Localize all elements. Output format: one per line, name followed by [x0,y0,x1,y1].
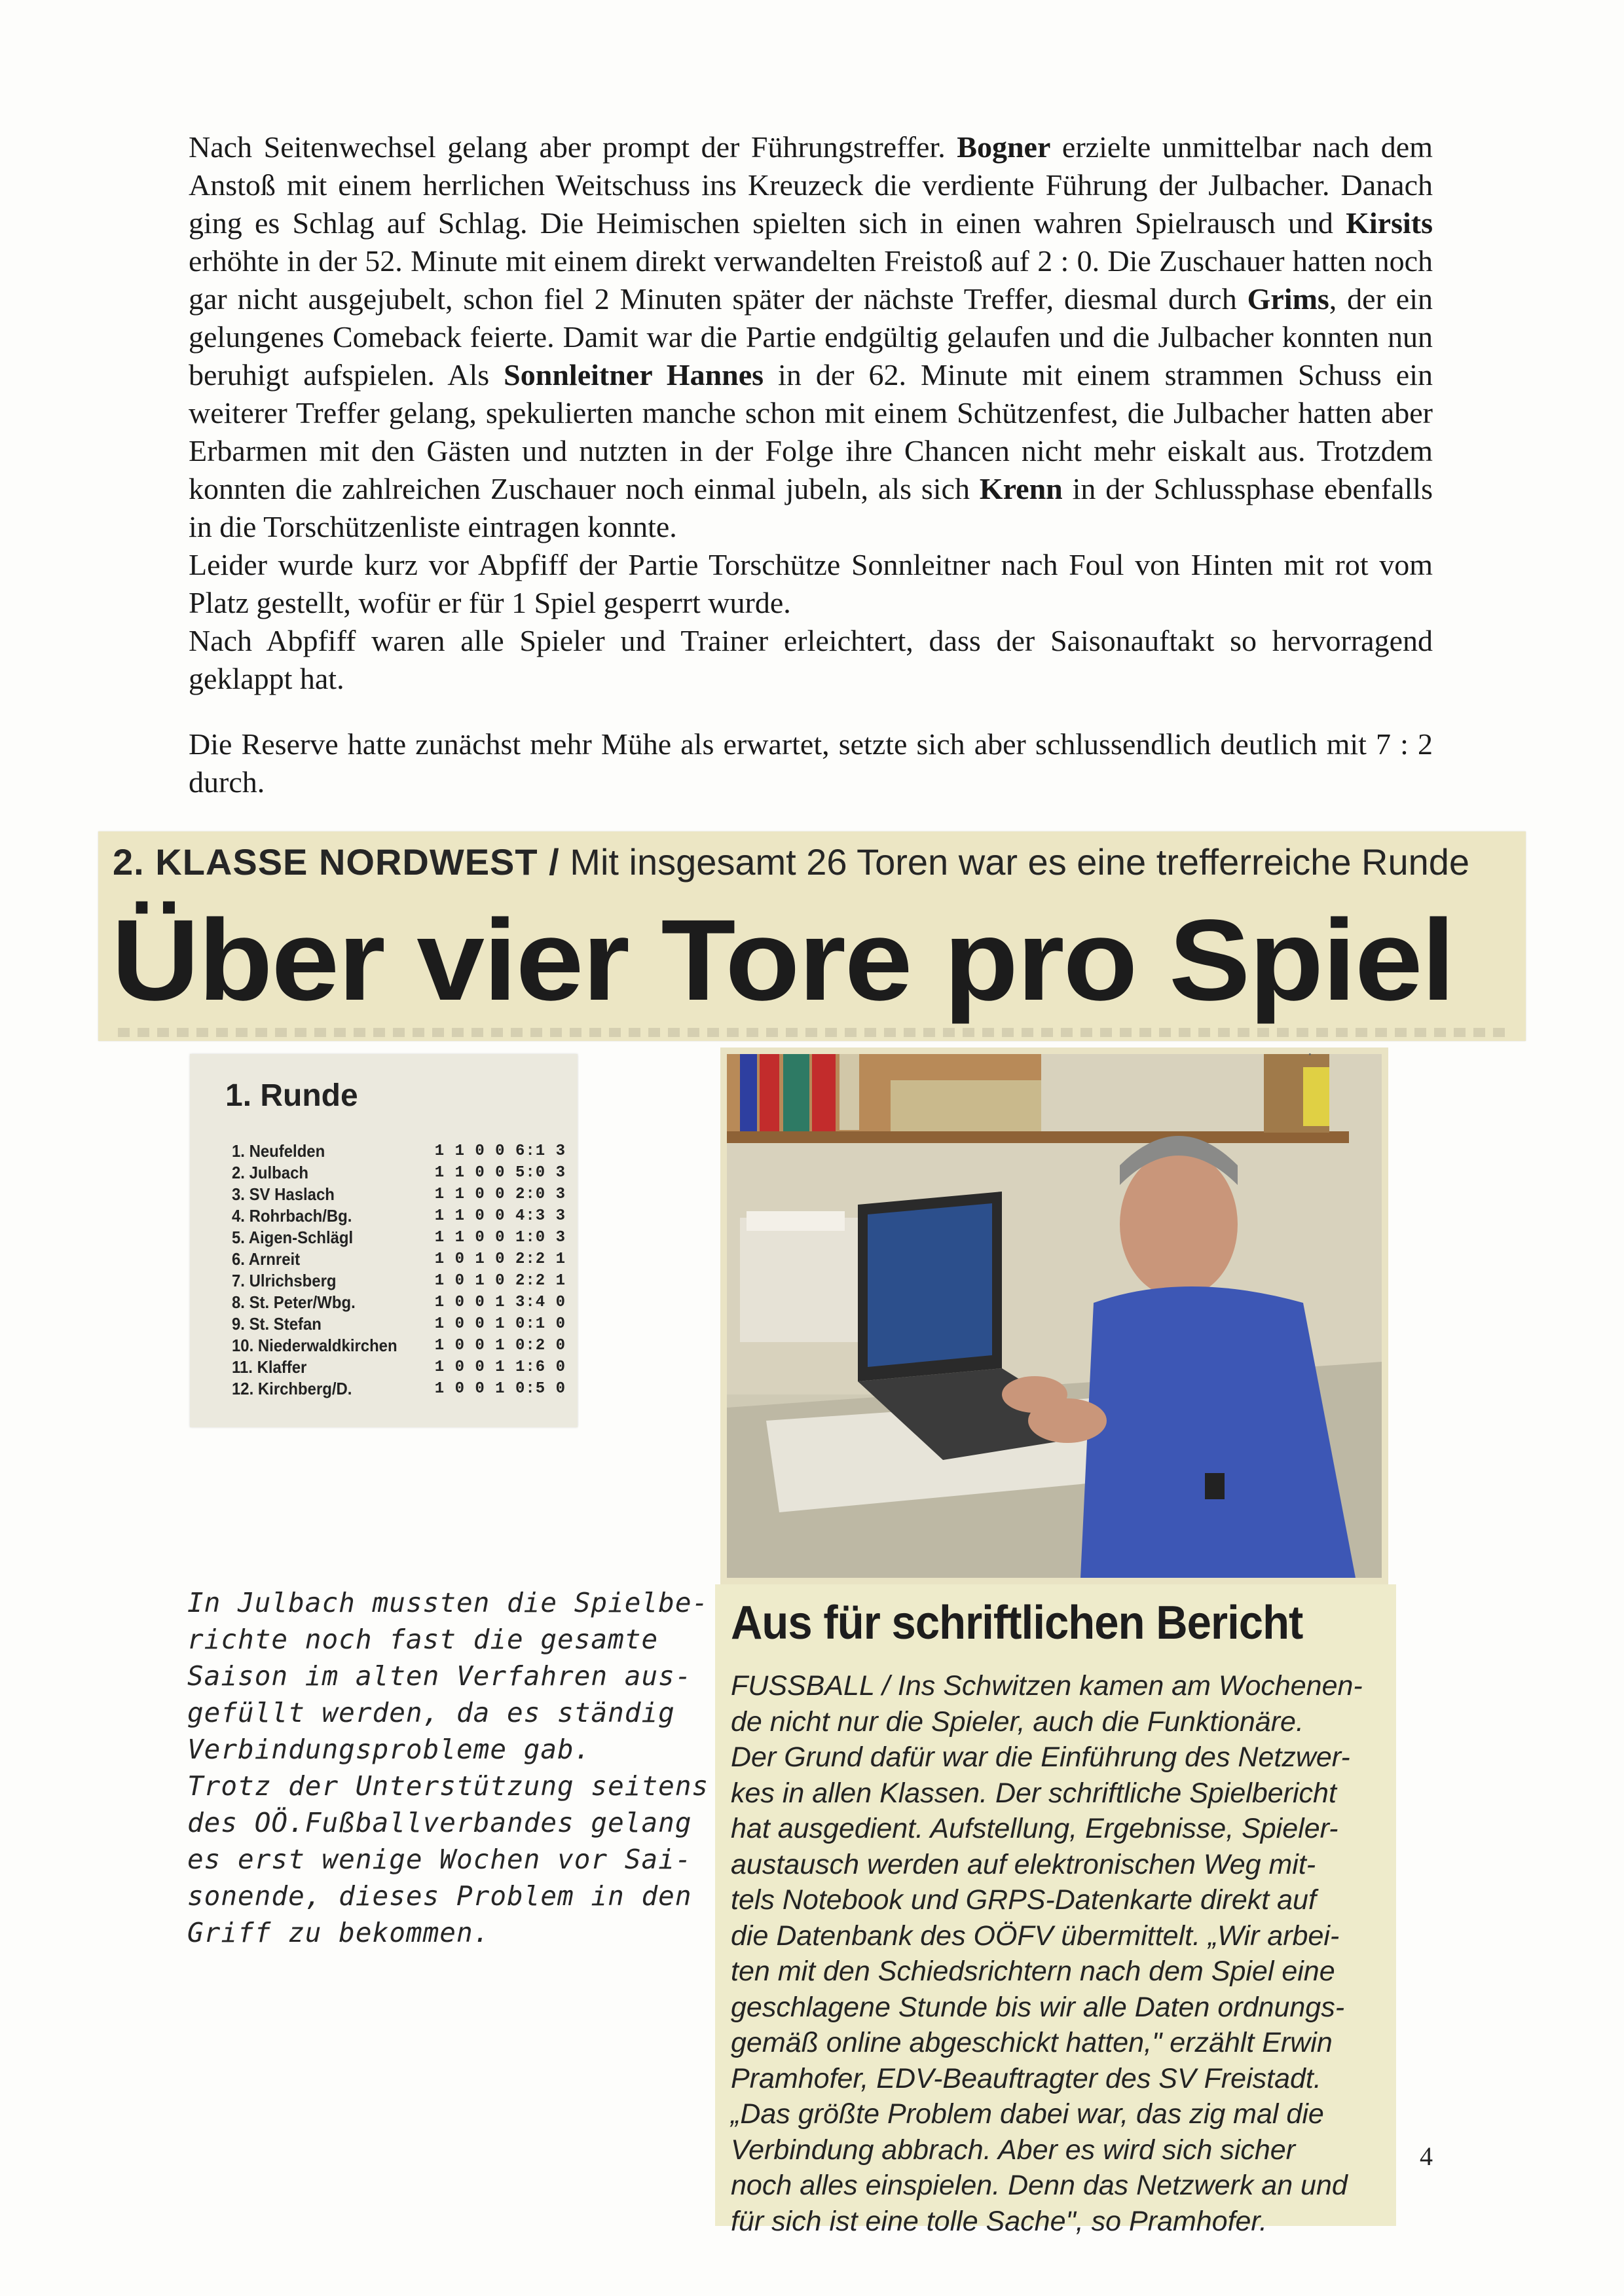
match-report [189,128,1433,801]
team-record: 1 1 0 0 1:0 3 [434,1229,566,1247]
report-text: , der ein gelungenes Comeback feierte. Damit war die Partie endgültig gelaufen und die Julbacher konnten nun beruhigt aufspielen. Als [189,282,1433,392]
article-line: gemäß online abgeschickt hatten," erzählt Erwin [731,2027,1333,2058]
report-paragraph-reserve: Die Reserve hatte zunächst mehr Mühe als erwartet, setzte sich aber schlussendlich deutlich mit 7 : 2 durch. [189,727,1433,799]
standings-table [232,1140,566,1400]
table-row [232,1227,566,1248]
team-record: 1 0 1 0 2:2 1 [434,1250,566,1268]
table-row [232,1270,566,1292]
table-row [232,1140,566,1162]
table-row [232,1292,566,1313]
article-line: de nicht nur die Spieler, auch die Funktionäre. [731,1705,1304,1738]
table-row [232,1205,566,1227]
clipping-corner-mark: · [1307,1045,1313,1064]
team-record: 1 0 0 1 1:6 0 [434,1358,566,1376]
player-name: Sonnleitner Hannes [504,358,764,392]
team-record: 1 0 0 1 0:1 0 [434,1315,566,1333]
player-name: Krenn [979,472,1063,505]
page-number: 4 [1420,2141,1433,2171]
newspaper-article [715,1584,1396,2237]
article-line: geschlagene Stunde bis wir alle Daten ordnungs- [731,1991,1345,2023]
report-paragraph-2: Leider wurde kurz vor Abpfiff der Partie Torschütze Sonnleitner nach Foul von Hinten mit rot vom Platz gestellt, wofür er für 1 Spiel gesperrt wurde. [189,548,1433,619]
report-text: in der 62. Minute mit einem strammen Schuss ein weiterer Treffer gelang, spekulierten manche schon mit einem Schützenfest, die Julbacher hatten aber Erbarmen mit den Gästen und nutzten in der Folge ihre Chancen nicht mehr eiskalt aus. Trotzdem konnten die zahlreichen Zuschauer noch einmal jubeln, als sich [189,358,1433,505]
team-record: 1 1 0 0 4:3 3 [434,1207,566,1225]
team-name: 10. Niederwaldkirchen [232,1336,397,1355]
report-text: erzielte unmittelbar nach dem Anstoß mit einem herrlichen Weitschuss ins Kreuzeck die verdiente Führung der Julbacher. Danach ging es Schlag auf Schlag. Die Heimischen spielten sich in einen wahren Spielrausch und [189,130,1433,240]
note-line: In Julbach mussten die Spielbe- [187,1587,709,1618]
article-title: Aus für schriftlichen Bericht [731,1597,1303,1649]
table-row [232,1184,566,1205]
table-row [232,1313,566,1335]
report-text: erhöhte in der 52. Minute mit einem direkt verwandelten Freistoß auf 2 : 0. Die Zuschauer hatten noch gar nicht ausgejubelt, schon fiel 2 Minuten später der nächste Treffer, diesmal durch [189,244,1433,316]
team-name: 3. SV Haslach [232,1184,335,1204]
article-line: tels Notebook und GRPS-Datenkarte direkt auf [731,1884,1316,1916]
article-body [731,1668,1386,2239]
article-line: FUSSBALL / Ins Schwitzen kamen am Wochenen- [731,1670,1363,1702]
team-record: 1 0 0 1 3:4 0 [434,1294,566,1311]
team-record: 1 1 0 0 6:1 3 [434,1142,566,1160]
report-paragraph-3: Nach Abpfiff waren alle Spieler und Trainer erleichtert, dass der Saisonauftakt so hervorragend geklappt hat. [189,624,1433,695]
article-line: die Datenbank des OÖFV übermittelt. „Wir arbei- [731,1920,1340,1952]
kicker-line [113,841,1469,883]
photo-illustration [727,1054,1382,1578]
note-line: richte noch fast die gesamte [187,1624,659,1655]
team-record: 1 1 0 0 2:0 3 [434,1186,566,1203]
article-line: Der Grund dafür war die Einführung des Netzwer- [731,1741,1350,1773]
table-row [232,1248,566,1270]
note-line: des OÖ.Fußballverbandes gelang [187,1807,692,1838]
report-text: in der Schlussphase ebenfalls in die Torschützenliste eintragen konnte. [189,472,1433,543]
team-name: 8. St. Peter/Wbg. [232,1292,356,1312]
headline: Über vier Tore pro Spiel [111,896,1454,1025]
report-paragraph-1 [189,128,1433,546]
table-row [232,1162,566,1184]
player-name: Kirsits [1346,206,1433,240]
table-row [232,1357,566,1378]
article-line: austausch werden auf elektronischen Weg mit- [731,1848,1316,1880]
article-line: hat ausgedient. Aufstellung, Ergebnisse, Spieler- [731,1813,1338,1844]
article-line: „Das größte Problem dabei war, das zig mal die [731,2098,1324,2130]
article-line: Verbindung abbrach. Aber es wird sich sicher [731,2134,1296,2166]
team-record: 1 0 0 1 0:2 0 [434,1337,566,1355]
newspaper-headline-clipping [98,831,1526,1041]
article-line: noch alles einspielen. Denn das Netzwerk an und [731,2170,1348,2201]
player-name: Bogner [957,130,1051,164]
team-name: 7. Ulrichsberg [232,1271,337,1290]
article-line: Pramhofer, EDV-Beauftragter des SV Freistadt. [731,2062,1321,2094]
team-record: 1 0 1 0 2:2 1 [434,1272,566,1290]
handwritten-note [187,1584,709,1951]
team-name: 9. St. Stefan [232,1314,322,1334]
team-record: 1 1 0 0 5:0 3 [434,1164,566,1182]
team-name: 12. Kirchberg/D. [232,1379,352,1398]
table-row [232,1335,566,1357]
kicker-text: Mit insgesamt 26 Toren war es eine trefferreiche Runde [559,841,1470,883]
photo-man-at-laptop [720,1048,1388,1584]
team-name: 4. Rohrbach/Bg. [232,1206,352,1226]
team-record: 1 0 0 1 0:5 0 [434,1380,566,1398]
team-name: 1. Neufelden [232,1141,325,1161]
bleed-through-texture [118,1028,1506,1037]
standings-box [190,1054,578,1427]
note-line: Verbindungsprobleme gab. [187,1734,591,1765]
note-line: gefüllt werden, da es ständig [187,1697,675,1728]
team-name: 2. Julbach [232,1163,308,1182]
note-line: sonende, dieses Problem in den [187,1880,692,1912]
table-row [232,1378,566,1400]
note-line: Saison im alten Verfahren aus- [187,1660,692,1692]
article-line: ten mit den Schiedsrichtern nach dem Spiel eine [731,1956,1335,1987]
article-line: kes in allen Klassen. Der schriftliche Spielbericht [731,1777,1337,1809]
team-name: 5. Aigen-Schlägl [232,1228,354,1247]
report-text: Nach Seitenwechsel gelang aber prompt der Führungstreffer. [189,130,957,164]
note-line: Griff zu bekommen. [187,1917,490,1948]
note-line: Trotz der Unterstützung seitens [187,1770,709,1802]
article-line: für sich ist eine tolle Sache", so Pramhofer. [731,2205,1268,2237]
standings-title: 1. Runde [225,1078,358,1113]
player-name: Grims [1247,282,1329,316]
team-name: 11. Klaffer [232,1357,307,1377]
team-name: 6. Arnreit [232,1249,301,1269]
kicker-label: 2. KLASSE NORDWEST / [113,841,560,883]
note-line: es erst wenige Wochen vor Sai- [187,1844,692,1875]
